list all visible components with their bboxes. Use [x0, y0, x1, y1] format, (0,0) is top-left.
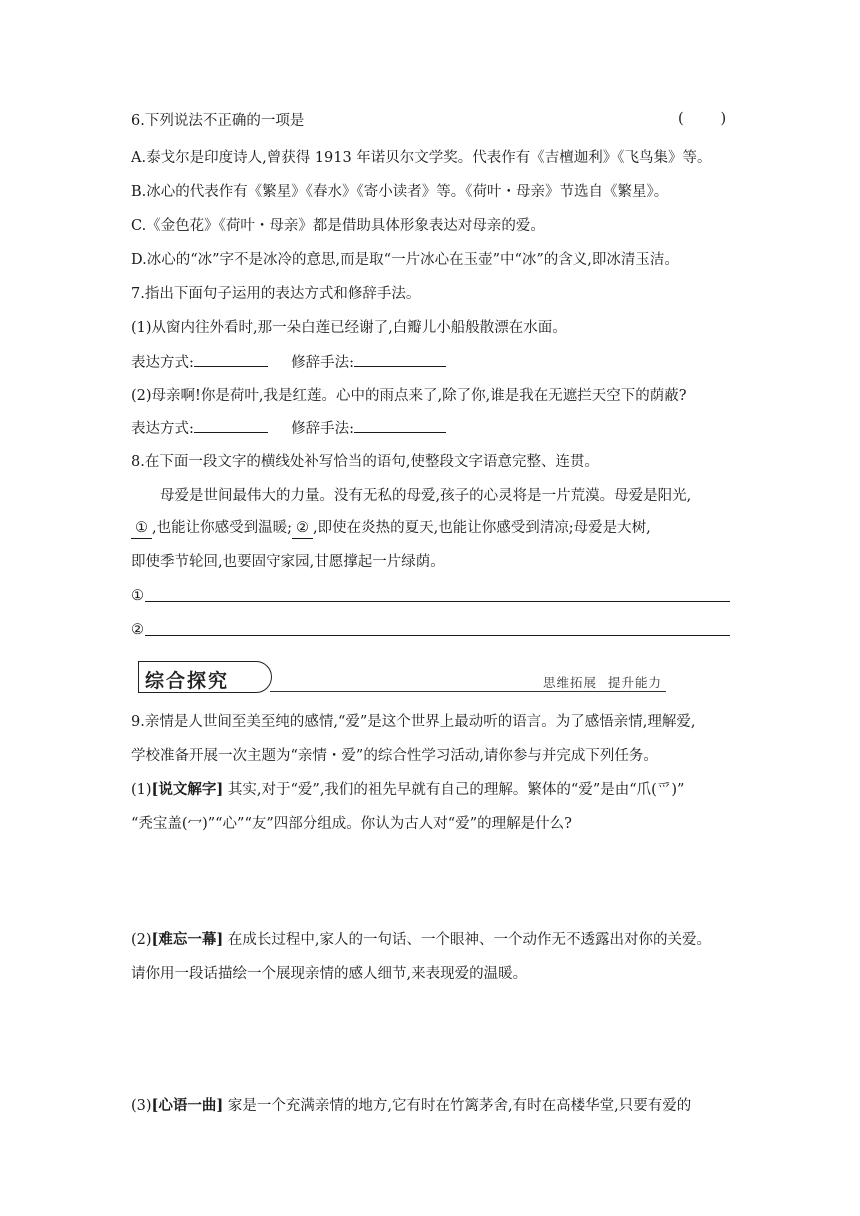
q9-task-3-line-1 [131, 1096, 691, 1116]
expression-label: 表达方式: [131, 355, 194, 371]
rhetoric-label: 修辞手法: [291, 355, 354, 371]
q9-task-2-line-2: 请你用一段话描绘一个展现亲情的感人细节,来表现爱的温暖。 [131, 966, 528, 982]
task-tag: [说文解字] [151, 781, 224, 798]
banner-title-box [138, 661, 272, 693]
q6-stem: 6.下列说法不正确的一项是 [131, 113, 305, 129]
q9-task-2-line-1 [131, 930, 711, 950]
q6-option-c: C.《金色花》《荷叶・母亲》都是借助具体形象表达对母亲的爱。 [131, 218, 545, 234]
rhetoric-label: 修辞手法: [291, 421, 354, 437]
q9-task-1-line-1 [131, 780, 684, 800]
q6-option-a: A.泰戈尔是印度诗人,曾获得 1913 年诺贝尔文学奖。代表作有《吉檀迦利》《飞鸟集》等。 [131, 150, 712, 166]
q8-passage-text: ,也能让你感受到温暖; [152, 520, 292, 536]
task-number: (1) [131, 782, 152, 798]
rhetoric-blank-1[interactable] [354, 352, 446, 367]
q8-blank-1[interactable]: ① [131, 518, 152, 539]
q8-blank-2[interactable]: ② [292, 518, 313, 539]
q6-option-b: B.冰心的代表作有《繁星》《春水》《寄小读者》等。《荷叶・母亲》节选自《繁星》。 [131, 184, 669, 200]
q7-sentence-1: (1)从窗内往外看时,那一朵白莲已经谢了,白瓣儿小船般散漂在水面。 [131, 320, 567, 336]
task-text: 在成长过程中,家人的一句话、一个眼神、一个动作无不透露出对你的关爱。 [223, 932, 711, 948]
expression-blank-2[interactable] [194, 418, 268, 433]
q7-answer-row-2 [131, 418, 446, 439]
q6-answer-paren: ( ) [678, 111, 727, 127]
q8-passage-line-3: 即使季节轮回,也要固守家园,甘愿撑起一片绿荫。 [131, 554, 445, 570]
task-number: (3) [131, 1098, 152, 1114]
q8-stem: 8.在下面一段文字的横线处补写恰当的语句,使整段文字语意完整、连贯。 [131, 454, 599, 470]
rhetoric-blank-2[interactable] [354, 418, 446, 433]
q8-passage-line-2 [131, 518, 651, 539]
q9-intro-line-2: 学校准备开展一次主题为“亲情・爱”的综合性学习活动,请你参与并完成下列任务。 [131, 748, 658, 764]
q7-stem: 7.指出下面句子运用的表达方式和修辞手法。 [131, 286, 421, 302]
q8-answer-line-2[interactable] [145, 634, 730, 636]
q8-answer-line-1[interactable] [145, 600, 730, 602]
q9-task-1-line-2: “秃宝盖(冖)”“心”“友”四部分组成。你认为古人对“爱”的理解是什么? [131, 816, 572, 832]
section-banner [138, 661, 666, 695]
banner-title: 综合探究 [145, 670, 230, 692]
task-tag: [难忘一幕] [151, 931, 224, 948]
q9-intro-line-1: 9.亲情是人世间至美至纯的感情,“爱”是这个世界上最动听的语言。为了感悟亲情,理解爱, [131, 714, 696, 730]
q8-passage-line-1: 母爱是世间最伟大的力量。没有无私的母爱,孩子的心灵将是一片荒漠。母爱是阳光, [160, 488, 692, 504]
expression-label: 表达方式: [131, 421, 194, 437]
q6-option-d: D.冰心的“冰”字不是冰冷的意思,而是取“一片冰心在玉壶”中“冰”的含义,即冰清玉洁。 [131, 252, 679, 268]
task-tag: [心语一曲] [151, 1097, 224, 1114]
task-text: 家是一个充满亲情的地方,它有时在竹篱茅舍,有时在高楼华堂,只要有爱的 [223, 1098, 692, 1114]
task-number: (2) [131, 932, 152, 948]
banner-subtitle: 思维拓展 提升能力 [543, 675, 662, 690]
expression-blank-1[interactable] [194, 352, 268, 367]
banner-rule [270, 691, 666, 692]
q8-passage-text: ,即使在炎热的夏天,也能让你感受到清凉;母爱是大树, [313, 520, 651, 536]
q8-answer-label-1: ① [131, 588, 144, 604]
q8-answer-label-2: ② [131, 622, 144, 638]
q7-answer-row-1 [131, 352, 446, 373]
q7-sentence-2: (2)母亲啊!你是荷叶,我是红莲。心中的雨点来了,除了你,谁是我在无遮拦天空下的荫蔽? [131, 388, 687, 404]
task-text: 其实,对于“爱”,我们的祖先早就有自己的理解。繁体的“爱”是由“爪(爫)” [223, 782, 685, 798]
